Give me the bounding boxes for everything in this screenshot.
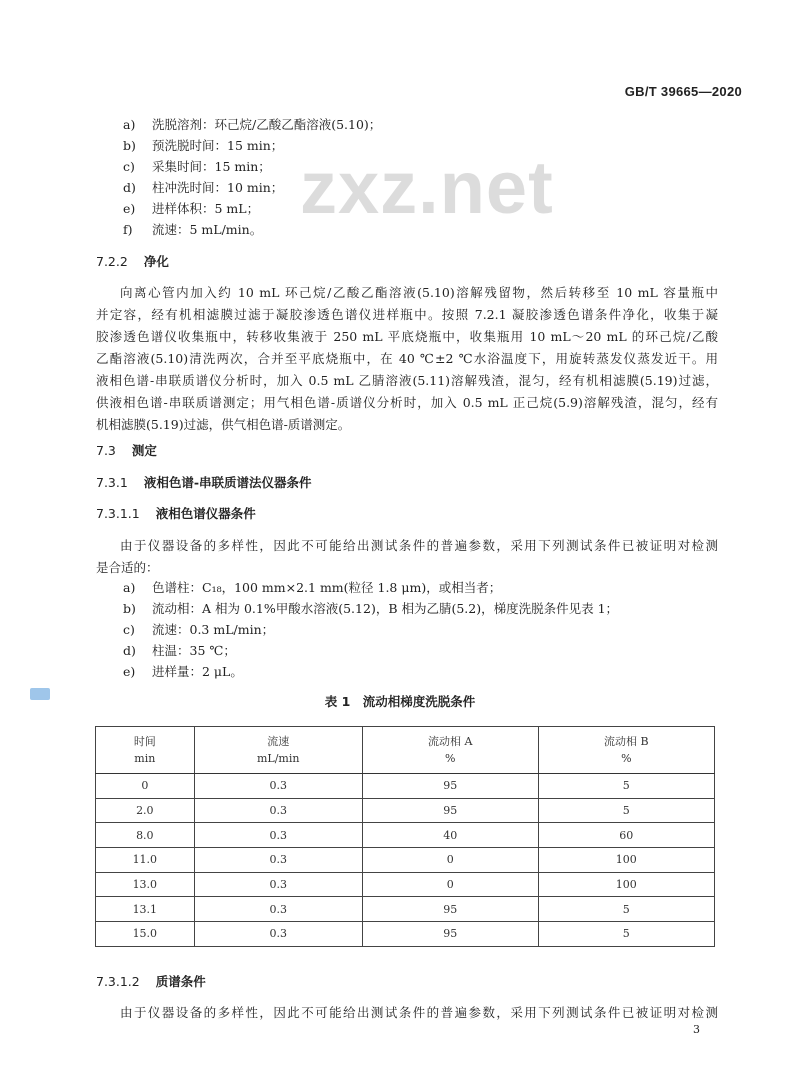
paragraph-lc-conditions: 由于仪器设备的多样性，因此不可能给出测试条件的普遍参数，采用下列测试条件已被证明对检测 是合适的： xyxy=(96,538,718,575)
list-item: a) 色谱柱：C₁₈，100 mm×2.1 mm(粒径 1.8 μm)，或相当者； xyxy=(123,580,502,595)
table-caption: 表 1 流动相梯度洗脱条件 xyxy=(324,694,476,709)
list-item: b) 流动相：A 相为 0.1%甲酸水溶液(5.12)，B 相为乙腈(5.2)，梯度洗脱条件见表 1； xyxy=(123,601,619,616)
table-cell: 0 xyxy=(362,848,538,873)
gradient-table xyxy=(95,726,715,947)
table-header-cell: 时间 min xyxy=(96,727,195,774)
table-row xyxy=(96,774,715,799)
list-item: f) 流速：5 mL/min。 xyxy=(123,222,263,237)
table-cell: 5 xyxy=(538,774,714,799)
table-cell: 2.0 xyxy=(96,798,195,823)
table-cell: 15.0 xyxy=(96,922,195,947)
table-cell: 0.3 xyxy=(194,848,362,873)
list-item: d) 柱冲洗时间：10 min； xyxy=(123,180,284,195)
table-cell: 13.1 xyxy=(96,897,195,922)
list-item: d) 柱温：35 ℃； xyxy=(123,643,236,658)
table-row xyxy=(96,922,715,947)
list-item: e) 进样量：2 μL。 xyxy=(123,664,243,679)
paragraph-purification: 向离心管内加入约 10 mL 环己烷/乙酸乙酯溶液(5.10)溶解残留物，然后转移至 10 mL 容量瓶中 并定容，经有机相滤膜过滤于凝胶渗透色谱仪进样瓶中。按照 7.2.1 凝胶渗透色谱条件净化，收集于凝 胶渗透色谱仪收集瓶中，转移收集液于 250 mL 平底烧瓶中，收集瓶用 10 mL～20 mL 的环己烷/乙酸 乙酯溶液(5.10)清洗两次，合并至平底烧瓶中，在 40 ℃±2 ℃水浴温度下，用旋转蒸发仪蒸发近干。用 液相色谱-串联质谱仪分析时，加入 0.5 mL 乙腈溶液(5.11)溶解残渣，混匀，经有机相滤膜(5.19)过滤， 供液相色谱-串联质谱测定；用气相色谱-质谱仪分析时，加入 0.5 mL 正己烷(5.9)溶解残渣，混匀，经有 机相滤膜(5.19)过滤，供气相色谱-质谱测定。 xyxy=(96,285,718,432)
table-header-cell: 流动相 A % xyxy=(362,727,538,774)
section-heading-7-3-1-2: 7.3.1.2 质谱条件 xyxy=(96,974,206,989)
section-heading-7-3-1-1: 7.3.1.1 液相色谱仪器条件 xyxy=(96,506,256,521)
table-cell: 0.3 xyxy=(194,798,362,823)
table-cell: 95 xyxy=(362,897,538,922)
list-item: c) 采集时间：15 min； xyxy=(123,159,271,174)
standard-number: GB/T 39665—2020 xyxy=(624,84,742,99)
section-heading-7-3: 7.3 测定 xyxy=(96,443,157,458)
table-cell: 5 xyxy=(538,922,714,947)
table-cell: 0.3 xyxy=(194,872,362,897)
section-heading-7-3-1: 7.3.1 液相色谱-串联质谱法仪器条件 xyxy=(96,475,312,490)
page-number: 3 xyxy=(693,1023,700,1036)
list-item: c) 流速：0.3 mL/min； xyxy=(123,622,275,637)
table-cell: 95 xyxy=(362,798,538,823)
table-cell: 0 xyxy=(362,872,538,897)
table-cell: 11.0 xyxy=(96,848,195,873)
table-cell: 0 xyxy=(96,774,195,799)
table-cell: 100 xyxy=(538,872,714,897)
table-cell: 60 xyxy=(538,823,714,848)
table-cell: 0.3 xyxy=(194,774,362,799)
table-row xyxy=(96,823,715,848)
table-cell: 0.3 xyxy=(194,897,362,922)
table-header-cell: 流速 mL/min xyxy=(194,727,362,774)
table-cell: 95 xyxy=(362,774,538,799)
table-cell: 100 xyxy=(538,848,714,873)
list-item: b) 预洗脱时间：15 min； xyxy=(123,138,284,153)
list-item: a) 洗脱溶剂：环己烷/乙酸乙酯溶液(5.10)； xyxy=(123,117,382,132)
table-cell: 8.0 xyxy=(96,823,195,848)
table-cell: 5 xyxy=(538,798,714,823)
watermark-text: zxz.net xyxy=(300,146,554,229)
table-cell: 0.3 xyxy=(194,922,362,947)
table-row xyxy=(96,897,715,922)
table-cell: 95 xyxy=(362,922,538,947)
table-cell: 0.3 xyxy=(194,823,362,848)
table-header-cell: 流动相 B % xyxy=(538,727,714,774)
table-row xyxy=(96,798,715,823)
table-cell: 40 xyxy=(362,823,538,848)
paragraph-ms-conditions: 由于仪器设备的多样性，因此不可能给出测试条件的普遍参数，采用下列测试条件已被证明对检测 xyxy=(120,1005,718,1020)
table-cell: 5 xyxy=(538,897,714,922)
table-row xyxy=(96,872,715,897)
table-cell: 13.0 xyxy=(96,872,195,897)
section-heading-7-2-2: 7.2.2 净化 xyxy=(96,254,169,269)
table-row xyxy=(96,848,715,873)
list-item: e) 进样体积：5 mL； xyxy=(123,201,260,216)
